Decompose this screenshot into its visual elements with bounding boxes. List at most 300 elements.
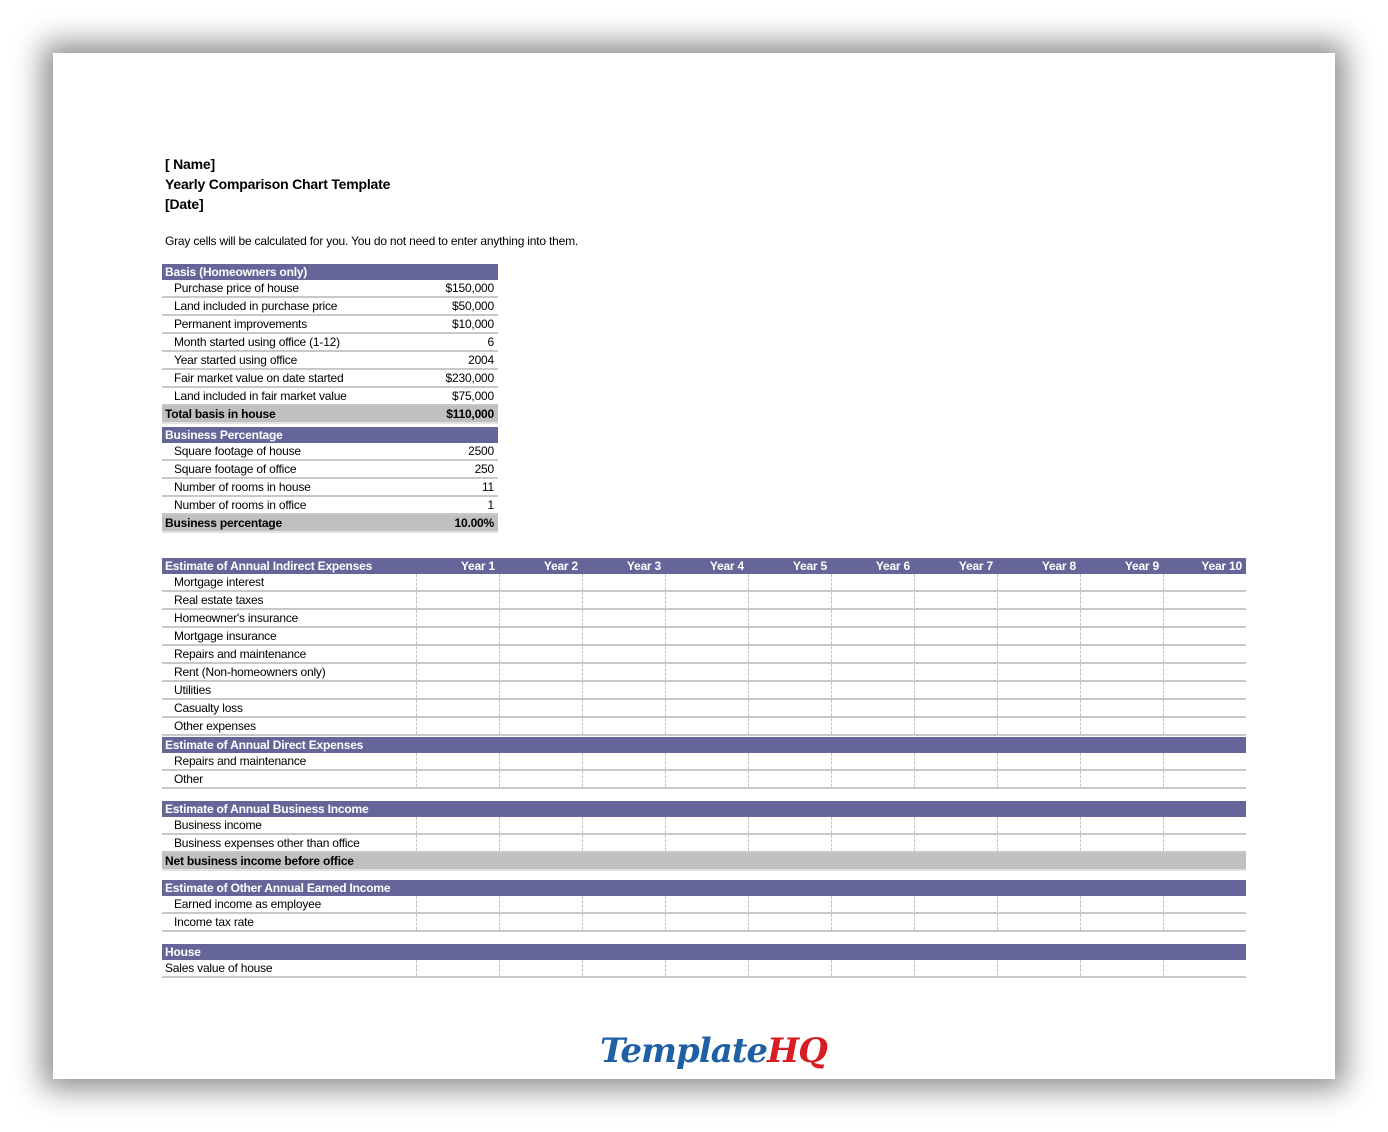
year-input-cell[interactable] (1080, 627, 1163, 645)
year-column-header: Year 4 (665, 558, 748, 574)
calculated-cell (582, 852, 665, 870)
year-input-cell[interactable] (416, 834, 499, 852)
year-input-cell[interactable] (748, 717, 831, 735)
year-input-cell[interactable] (914, 681, 997, 699)
year-input-cell[interactable] (582, 681, 665, 699)
year-input-cell[interactable] (997, 834, 1080, 852)
row-label: Sales value of house (162, 960, 416, 977)
year-input-cell[interactable] (499, 645, 582, 663)
year-input-cell[interactable] (748, 834, 831, 852)
indirect-expenses-table (162, 558, 1246, 736)
year-input-cell[interactable] (416, 609, 499, 627)
row-value-input[interactable]: $75,000 (418, 387, 498, 405)
year-input-cell[interactable] (416, 913, 499, 931)
row-label: Month started using office (1-12) (162, 333, 418, 351)
year-input-cell[interactable] (582, 753, 665, 770)
total-row (162, 852, 1246, 870)
total-row (162, 405, 498, 423)
year-input-cell[interactable] (997, 699, 1080, 717)
year-input-cell[interactable] (831, 717, 914, 735)
year-input-cell[interactable] (914, 574, 997, 591)
table-row (162, 460, 498, 478)
row-label: Fair market value on date started (162, 369, 418, 387)
date-field[interactable]: [Date] (165, 196, 204, 212)
templatehq-logo (600, 1031, 827, 1071)
year-input-cell[interactable] (499, 753, 582, 770)
year-input-cell[interactable] (831, 896, 914, 913)
year-column-header (499, 944, 582, 960)
row-label: Repairs and maintenance (162, 753, 416, 770)
table-row (162, 681, 1246, 699)
calculated-cell (748, 852, 831, 870)
row-value-input[interactable]: 2004 (418, 351, 498, 369)
year-input-cell[interactable] (665, 770, 748, 788)
year-input-cell[interactable] (665, 834, 748, 852)
year-column-header (416, 880, 499, 896)
table-row (162, 351, 498, 369)
year-input-cell[interactable] (499, 591, 582, 609)
year-input-cell[interactable] (1080, 681, 1163, 699)
year-input-cell[interactable] (748, 645, 831, 663)
table-row (162, 834, 1246, 852)
year-input-cell[interactable] (1163, 753, 1246, 770)
year-input-cell[interactable] (499, 717, 582, 735)
year-column-header (914, 944, 997, 960)
year-input-cell[interactable] (582, 699, 665, 717)
year-input-cell[interactable] (499, 834, 582, 852)
year-input-cell[interactable] (665, 574, 748, 591)
document-title: Yearly Comparison Chart Template (165, 176, 391, 192)
table-row (162, 645, 1246, 663)
year-input-cell[interactable] (748, 663, 831, 681)
year-input-cell[interactable] (914, 663, 997, 681)
year-input-cell[interactable] (1080, 663, 1163, 681)
year-input-cell[interactable] (748, 753, 831, 770)
year-input-cell[interactable] (914, 817, 997, 834)
year-input-cell[interactable] (665, 753, 748, 770)
year-input-cell[interactable] (499, 817, 582, 834)
year-input-cell[interactable] (914, 717, 997, 735)
table-row (162, 369, 498, 387)
year-input-cell[interactable] (665, 681, 748, 699)
year-column-header (665, 880, 748, 896)
year-column-header (831, 801, 914, 817)
year-input-cell[interactable] (582, 770, 665, 788)
row-label: Permanent improvements (162, 315, 418, 333)
year-input-cell[interactable] (1080, 960, 1163, 977)
table-row (162, 478, 498, 496)
year-input-cell[interactable] (1163, 913, 1246, 931)
year-column-header (582, 944, 665, 960)
year-input-cell[interactable] (997, 960, 1080, 977)
year-column-header (748, 944, 831, 960)
year-input-cell[interactable] (748, 896, 831, 913)
row-value-input[interactable]: $230,000 (418, 369, 498, 387)
year-input-cell[interactable] (582, 717, 665, 735)
year-input-cell[interactable] (665, 645, 748, 663)
year-input-cell[interactable] (997, 753, 1080, 770)
year-input-cell[interactable] (665, 591, 748, 609)
total-label: Total basis in house (162, 405, 418, 423)
row-label: Land included in fair market value (162, 387, 418, 405)
total-row (162, 514, 498, 532)
year-input-cell[interactable] (1080, 834, 1163, 852)
year-input-cell[interactable] (914, 834, 997, 852)
year-column-header (499, 737, 582, 753)
table-row (162, 770, 1246, 788)
year-input-cell[interactable] (499, 627, 582, 645)
year-column-header: Year 8 (997, 558, 1080, 574)
year-input-cell[interactable] (499, 896, 582, 913)
year-input-cell[interactable] (582, 896, 665, 913)
section-title: Basis (Homeowners only) (162, 264, 498, 280)
year-input-cell[interactable] (665, 699, 748, 717)
table-row (162, 315, 498, 333)
year-input-cell[interactable] (665, 609, 748, 627)
calculated-cell (499, 852, 582, 870)
year-input-cell[interactable] (831, 753, 914, 770)
row-label: Mortgage insurance (162, 627, 416, 645)
table-row (162, 663, 1246, 681)
year-input-cell[interactable] (997, 663, 1080, 681)
year-input-cell[interactable] (914, 913, 997, 931)
year-input-cell[interactable] (997, 896, 1080, 913)
year-input-cell[interactable] (1080, 913, 1163, 931)
year-input-cell[interactable] (1163, 574, 1246, 591)
row-label: Business expenses other than office (162, 834, 416, 852)
section-header (162, 944, 1246, 960)
year-column-header (582, 880, 665, 896)
year-input-cell[interactable] (1163, 645, 1246, 663)
row-label: Land included in purchase price (162, 297, 418, 315)
year-input-cell[interactable] (997, 817, 1080, 834)
year-input-cell[interactable] (831, 770, 914, 788)
table-row (162, 699, 1246, 717)
year-input-cell[interactable] (997, 681, 1080, 699)
business-income-table (162, 801, 1246, 871)
year-input-cell[interactable] (748, 681, 831, 699)
year-column-header: Year 6 (831, 558, 914, 574)
year-input-cell[interactable] (1080, 645, 1163, 663)
section-title: Business Percentage (162, 427, 498, 443)
table-row (162, 609, 1246, 627)
table-row (162, 387, 498, 405)
year-input-cell[interactable] (1163, 770, 1246, 788)
year-input-cell[interactable] (914, 896, 997, 913)
year-column-header (1080, 737, 1163, 753)
section-header (162, 801, 1246, 817)
year-input-cell[interactable] (997, 770, 1080, 788)
row-label: Utilities (162, 681, 416, 699)
year-input-cell[interactable] (416, 753, 499, 770)
year-column-header: Year 1 (416, 558, 499, 574)
year-input-cell[interactable] (582, 913, 665, 931)
year-input-cell[interactable] (416, 591, 499, 609)
year-input-cell[interactable] (831, 663, 914, 681)
year-input-cell[interactable] (1080, 817, 1163, 834)
year-input-cell[interactable] (499, 609, 582, 627)
year-column-header (582, 737, 665, 753)
year-column-header (831, 944, 914, 960)
year-input-cell[interactable] (1163, 817, 1246, 834)
table-row (162, 574, 1246, 591)
year-input-cell[interactable] (1163, 681, 1246, 699)
year-input-cell[interactable] (582, 591, 665, 609)
year-column-header: Year 2 (499, 558, 582, 574)
table-row (162, 443, 498, 460)
year-input-cell[interactable] (1080, 753, 1163, 770)
year-input-cell[interactable] (997, 591, 1080, 609)
year-input-cell[interactable] (582, 834, 665, 852)
year-column-header (1080, 801, 1163, 817)
table-row (162, 627, 1246, 645)
year-input-cell[interactable] (665, 663, 748, 681)
year-column-header (914, 801, 997, 817)
year-input-cell[interactable] (1163, 699, 1246, 717)
year-input-cell[interactable] (914, 591, 997, 609)
year-input-cell[interactable] (1080, 699, 1163, 717)
year-input-cell[interactable] (997, 717, 1080, 735)
table-row (162, 960, 1246, 977)
row-label: Rent (Non-homeowners only) (162, 663, 416, 681)
year-input-cell[interactable] (665, 627, 748, 645)
year-input-cell[interactable] (582, 609, 665, 627)
year-input-cell[interactable] (416, 627, 499, 645)
section-title: House (162, 944, 416, 960)
year-input-cell[interactable] (1080, 609, 1163, 627)
row-value-input[interactable]: $150,000 (418, 280, 498, 297)
year-input-cell[interactable] (499, 960, 582, 977)
year-input-cell[interactable] (831, 609, 914, 627)
year-input-cell[interactable] (831, 913, 914, 931)
year-input-cell[interactable] (582, 645, 665, 663)
year-input-cell[interactable] (1080, 717, 1163, 735)
year-input-cell[interactable] (748, 699, 831, 717)
section-title: Estimate of Annual Direct Expenses (162, 737, 416, 753)
table-row (162, 297, 498, 315)
year-column-header (748, 880, 831, 896)
year-input-cell[interactable] (582, 960, 665, 977)
year-input-cell[interactable] (831, 574, 914, 591)
year-input-cell[interactable] (748, 574, 831, 591)
total-label: Business percentage (162, 514, 418, 532)
year-column-header (499, 801, 582, 817)
year-column-header (1080, 944, 1163, 960)
year-column-header (499, 880, 582, 896)
year-input-cell[interactable] (831, 627, 914, 645)
year-input-cell[interactable] (582, 627, 665, 645)
total-label: Net business income before office (162, 852, 416, 870)
row-label: Purchase price of house (162, 280, 418, 297)
year-input-cell[interactable] (416, 574, 499, 591)
year-input-cell[interactable] (499, 770, 582, 788)
year-input-cell[interactable] (1163, 960, 1246, 977)
year-column-header: Year 7 (914, 558, 997, 574)
year-input-cell[interactable] (914, 645, 997, 663)
year-input-cell[interactable] (1080, 574, 1163, 591)
total-value: 10.00% (418, 514, 498, 532)
year-column-header: Year 5 (748, 558, 831, 574)
calculated-cell (914, 852, 997, 870)
year-column-header (1163, 801, 1246, 817)
year-input-cell[interactable] (1080, 896, 1163, 913)
year-column-header (582, 801, 665, 817)
calculated-cell (831, 852, 914, 870)
direct-expenses-table (162, 737, 1246, 789)
row-value-input[interactable]: 11 (418, 478, 498, 496)
year-input-cell[interactable] (748, 627, 831, 645)
year-input-cell[interactable] (499, 663, 582, 681)
year-input-cell[interactable] (582, 817, 665, 834)
year-input-cell[interactable] (914, 960, 997, 977)
name-field[interactable]: [ Name] (165, 156, 215, 172)
year-input-cell[interactable] (914, 609, 997, 627)
basis-table (162, 264, 498, 424)
section-header (162, 558, 1246, 574)
year-column-header (416, 944, 499, 960)
year-input-cell[interactable] (1163, 663, 1246, 681)
calculated-cell (665, 852, 748, 870)
year-input-cell[interactable] (831, 591, 914, 609)
year-input-cell[interactable] (416, 645, 499, 663)
table-row (162, 717, 1246, 735)
year-input-cell[interactable] (831, 681, 914, 699)
year-input-cell[interactable] (748, 817, 831, 834)
table-row (162, 753, 1246, 770)
year-input-cell[interactable] (997, 627, 1080, 645)
row-value-input[interactable]: $50,000 (418, 297, 498, 315)
year-column-header: Year 9 (1080, 558, 1163, 574)
year-input-cell[interactable] (1163, 717, 1246, 735)
year-input-cell[interactable] (748, 609, 831, 627)
year-input-cell[interactable] (1080, 770, 1163, 788)
calculated-cell (1080, 852, 1163, 870)
section-header (162, 427, 498, 443)
year-input-cell[interactable] (997, 913, 1080, 931)
year-input-cell[interactable] (499, 699, 582, 717)
year-input-cell[interactable] (831, 699, 914, 717)
row-value-input[interactable]: 6 (418, 333, 498, 351)
year-input-cell[interactable] (416, 896, 499, 913)
year-input-cell[interactable] (748, 960, 831, 977)
year-input-cell[interactable] (1080, 591, 1163, 609)
year-column-header: Year 10 (1163, 558, 1246, 574)
year-input-cell[interactable] (748, 770, 831, 788)
table-row (162, 817, 1246, 834)
year-column-header (665, 801, 748, 817)
section-title: Estimate of Other Annual Earned Income (162, 880, 416, 896)
year-column-header (665, 944, 748, 960)
row-label: Square footage of house (162, 443, 418, 460)
year-input-cell[interactable] (499, 574, 582, 591)
row-label: Income tax rate (162, 913, 416, 931)
calculated-cell (997, 852, 1080, 870)
year-input-cell[interactable] (748, 913, 831, 931)
year-input-cell[interactable] (914, 770, 997, 788)
logo-text-template: Template (600, 1031, 768, 1071)
earned-income-table (162, 880, 1246, 932)
table-row (162, 280, 498, 297)
row-value-input[interactable]: 250 (418, 460, 498, 478)
year-input-cell[interactable] (582, 663, 665, 681)
year-input-cell[interactable] (748, 591, 831, 609)
row-label: Number of rooms in office (162, 496, 418, 514)
year-input-cell[interactable] (499, 913, 582, 931)
year-input-cell[interactable] (831, 645, 914, 663)
year-input-cell[interactable] (914, 699, 997, 717)
year-input-cell[interactable] (416, 699, 499, 717)
table-row (162, 496, 498, 514)
year-column-header (997, 944, 1080, 960)
year-input-cell[interactable] (416, 770, 499, 788)
row-label: Real estate taxes (162, 591, 416, 609)
year-input-cell[interactable] (997, 645, 1080, 663)
section-title: Estimate of Annual Indirect Expenses (162, 558, 416, 574)
year-input-cell[interactable] (665, 913, 748, 931)
year-input-cell[interactable] (499, 681, 582, 699)
year-column-header (748, 737, 831, 753)
year-input-cell[interactable] (582, 574, 665, 591)
year-input-cell[interactable] (831, 817, 914, 834)
year-input-cell[interactable] (1163, 609, 1246, 627)
year-input-cell[interactable] (665, 896, 748, 913)
year-column-header (1163, 944, 1246, 960)
row-value-input[interactable]: $10,000 (418, 315, 498, 333)
year-column-header (665, 737, 748, 753)
year-input-cell[interactable] (416, 817, 499, 834)
year-input-cell[interactable] (416, 663, 499, 681)
year-input-cell[interactable] (665, 960, 748, 977)
year-column-header (748, 801, 831, 817)
year-input-cell[interactable] (1163, 896, 1246, 913)
year-input-cell[interactable] (665, 817, 748, 834)
year-column-header (914, 737, 997, 753)
year-input-cell[interactable] (997, 609, 1080, 627)
year-input-cell[interactable] (1163, 591, 1246, 609)
business-percentage-table (162, 427, 498, 533)
logo-text-hq: HQ (767, 1031, 827, 1071)
year-input-cell[interactable] (665, 717, 748, 735)
row-label: Other (162, 770, 416, 788)
row-label: Mortgage interest (162, 574, 416, 591)
year-input-cell[interactable] (1163, 627, 1246, 645)
year-column-header (997, 880, 1080, 896)
year-column-header (831, 880, 914, 896)
row-value-input[interactable]: 1 (418, 496, 498, 514)
year-input-cell[interactable] (914, 753, 997, 770)
row-value-input[interactable]: 2500 (418, 443, 498, 460)
year-input-cell[interactable] (416, 717, 499, 735)
year-input-cell[interactable] (416, 960, 499, 977)
table-row (162, 896, 1246, 913)
year-input-cell[interactable] (416, 681, 499, 699)
year-input-cell[interactable] (997, 574, 1080, 591)
row-label: Other expenses (162, 717, 416, 735)
year-input-cell[interactable] (1163, 834, 1246, 852)
year-column-header (1163, 880, 1246, 896)
calculated-cell (416, 852, 499, 870)
year-input-cell[interactable] (831, 960, 914, 977)
year-input-cell[interactable] (914, 627, 997, 645)
row-label: Business income (162, 817, 416, 834)
section-title: Estimate of Annual Business Income (162, 801, 416, 817)
table-row (162, 591, 1246, 609)
year-input-cell[interactable] (831, 834, 914, 852)
year-column-header (416, 737, 499, 753)
total-value: $110,000 (418, 405, 498, 423)
table-row (162, 913, 1246, 931)
year-column-header (831, 737, 914, 753)
